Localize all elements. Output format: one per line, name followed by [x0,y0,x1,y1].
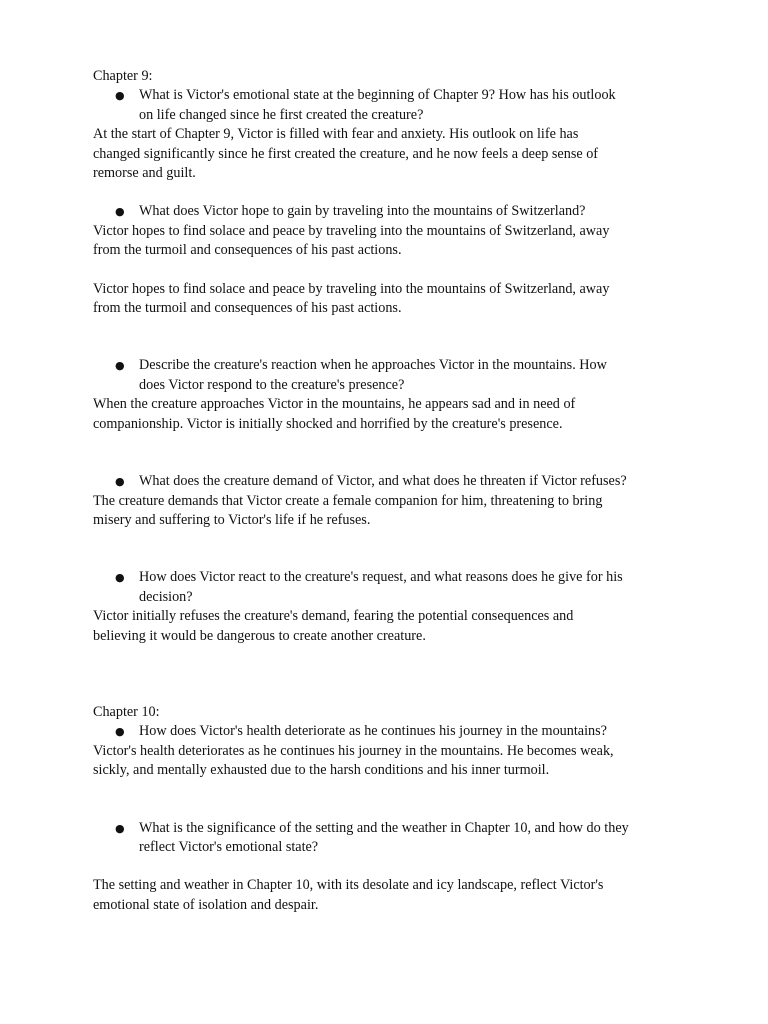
chapter-heading: Chapter 10: [93,703,160,720]
spacer [93,183,683,202]
bullet-icon: ● [115,821,125,835]
answer-text: Victor hopes to find solace and peace by traveling into the mountains of Switzerland, away [93,280,610,297]
answer-text: Victor hopes to find solace and peace by traveling into the mountains of Switzerland, away [93,222,610,239]
answer-text: The creature demands that Victor create a female companion for him, threatening to bring [93,492,603,509]
question-text: on life changed since he first created the creature? [139,106,424,123]
question-text: decision? [139,588,193,605]
question-text: does Victor respond to the creature's presence? [139,376,405,393]
question-item [93,472,683,491]
question-item [93,568,683,607]
bullet-icon: ● [115,359,125,373]
spacer [93,318,683,356]
answer-text: from the turmoil and consequences of his past actions. [93,300,402,317]
document-page [93,67,683,915]
spacer [93,530,683,568]
question-text: reflect Victor's emotional state? [139,838,319,855]
answer-text: When the creature approaches Victor in the mountains, he appears sad and in need of [93,396,576,413]
question-text: What does the creature demand of Victor, and what does he threaten if Victor refuses? [139,473,627,490]
bullet-icon: ● [115,205,125,219]
question-text: What does Victor hope to gain by traveling into the mountains of Switzerland? [139,203,586,220]
answer-text: At the start of Chapter 9, Victor is filled with fear and anxiety. His outlook on life has [93,126,579,143]
question-item [93,722,683,741]
answer-text: misery and suffering to Victor's life if he refuses. [93,511,371,528]
spacer [93,781,683,819]
bullet-icon: ● [115,475,125,489]
answer-text: emotional state of isolation and despair. [93,896,319,913]
answer-text: changed significantly since he first created the creature, and he now feels a deep sense of [93,145,599,162]
question-text: Describe the creature's reaction when he approaches Victor in the mountains. How [139,357,607,374]
bullet-icon: ● [115,89,125,103]
bullet-icon: ● [115,571,125,585]
spacer [93,646,683,703]
answer-text: sickly, and mentally exhausted due to the harsh conditions and his inner turmoil. [93,762,550,779]
question-item [93,356,683,395]
bullet-icon: ● [115,725,125,739]
answer-text: remorse and guilt. [93,165,196,182]
spacer [93,261,683,280]
question-text: What is Victor's emotional state at the beginning of Chapter 9? How has his outlook [139,87,616,104]
answer-text: Victor initially refuses the creature's demand, fearing the potential consequences and [93,608,574,625]
question-text: How does Victor's health deteriorate as he continues his journey in the mountains? [139,723,607,740]
question-text: How does Victor react to the creature's request, and what reasons does he give for his [139,569,623,586]
chapter-heading: Chapter 9: [93,68,153,84]
answer-text: Victor's health deteriorates as he continues his journey in the mountains. He becomes weak, [93,742,614,759]
question-item [93,86,683,125]
answer-text: from the turmoil and consequences of his past actions. [93,242,402,259]
question-text: What is the significance of the setting and the weather in Chapter 10, and how do they [139,819,629,836]
spacer [93,434,683,472]
answer-text: The setting and weather in Chapter 10, with its desolate and icy landscape, reflect Victor's [93,877,604,894]
question-item [93,819,683,858]
answer-text: companionship. Victor is initially shocked and horrified by the creature's presence. [93,415,563,432]
spacer [93,857,683,876]
question-item [93,202,683,221]
answer-text: believing it would be dangerous to create another creature. [93,627,426,644]
